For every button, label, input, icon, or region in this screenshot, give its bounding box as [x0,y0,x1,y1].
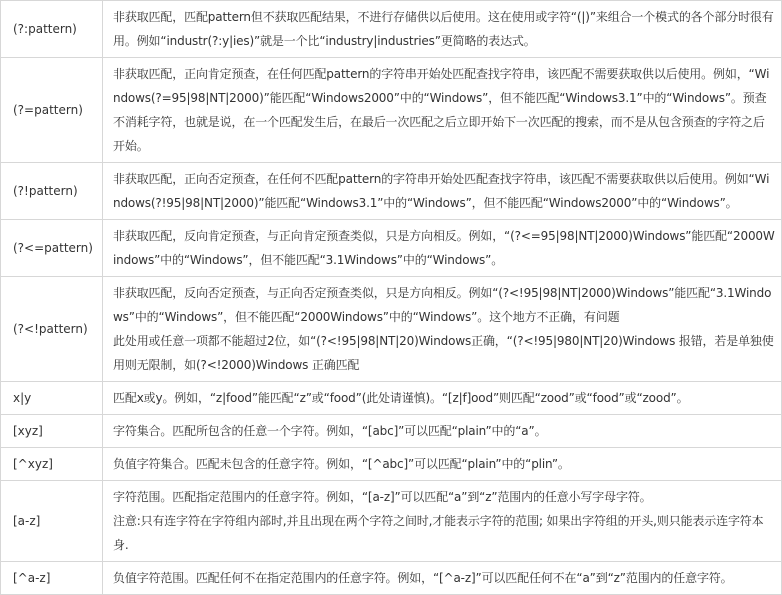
table-row [1,562,782,595]
description-note: 注意:只有连字符在字符组内部时,并且出现在两个字符之间时,才能表示字符的范围; 如果出字符组的开头,则只能表示连字符本身. [113,514,764,552]
pattern-cell: x|y [1,382,103,415]
table-row [1,277,782,382]
description-cell [103,562,782,595]
description-cell [103,220,782,277]
pattern-cell: (?<=pattern) [1,220,103,277]
description-cell [103,448,782,481]
table-row [1,58,782,163]
pattern-cell: [^xyz] [1,448,103,481]
description-cell [103,382,782,415]
pattern-cell: (?=pattern) [1,58,103,163]
description-text: 非获取匹配，反向否定预查，与正向否定预查类似，只是方向相反。例如“(?<!95|98|NT|2000)Windows”能匹配“3.1Windows”中的“Windows”，但不能匹配“2000Windows”中的“Windows”。这个地方不正确，有问题 [113,286,772,324]
description-cell [103,481,782,562]
description-cell [103,163,782,220]
table-row [1,415,782,448]
description-cell [103,277,782,382]
description-text: 字符范围。匹配指定范围内的任意字符。例如，“[a-z]”可以匹配“a”到“z”范围内的任意小写字母字符。 [113,490,652,504]
table-row [1,382,782,415]
pattern-cell: [a-z] [1,481,103,562]
pattern-cell: [^a-z] [1,562,103,595]
description-text: 负值字符集合。匹配未包含的任意字符。例如，“[^abc]”可以匹配“plain”中的“plin”。 [113,457,570,471]
description-text: 字符集合。匹配所包含的任意一个字符。例如，“[abc]”可以匹配“plain”中的“a”。 [113,424,547,438]
description-text: 非获取匹配，匹配pattern但不获取匹配结果，不进行存储供以后使用。这在使用或字符“(|)”来组合一个模式的各个部分时很有用。例如“industr(?:y|ies)”就是一个比“industry|industries”更简略的表达式。 [113,10,774,48]
table-row [1,448,782,481]
pattern-cell: (?<!pattern) [1,277,103,382]
description-cell [103,415,782,448]
table-row [1,163,782,220]
pattern-cell: [xyz] [1,415,103,448]
description-cell [103,1,782,58]
description-text: 负值字符范围。匹配任何不在指定范围内的任意字符。例如，“[^a-z]”可以匹配任何不在“a”到“z”范围内的任意字符。 [113,571,733,585]
description-cell [103,58,782,163]
description-text: 匹配x或y。例如，“z|food”能匹配“z”或“food”(此处请谨慎)。“[z|f]ood”则匹配“zood”或“food”或“zood”。 [113,391,689,405]
pattern-cell: (?:pattern) [1,1,103,58]
description-note: 此处用或任意一项都不能超过2位，如“(?<!95|98|NT|20)Windows正确，“(?<!95|980|NT|20)Windows 报错，若是单独使用则无限制，如(?<!2000)Windows 正确匹配 [113,334,774,372]
description-text: 非获取匹配，正向肯定预查，在任何匹配pattern的字符串开始处匹配查找字符串，该匹配不需要获取供以后使用。例如，“Windows(?=95|98|NT|2000)”能匹配“Windows2000”中的“Windows”，但不能匹配“Windows3.1”中的“Windows”。预查不消耗字符，也就是说，在一个匹配发生后，在最后一次匹配之后立即开始下一次匹配的搜索，而不是从包含预查的字符之后开始。 [113,67,770,153]
description-text: 非获取匹配，反向肯定预查，与正向肯定预查类似，只是方向相反。例如，“(?<=95|98|NT|2000)Windows”能匹配“2000Windows”中的“Windows”，但不能匹配“3.1Windows”中的“Windows”。 [113,229,775,267]
table-row [1,220,782,277]
table-row [1,1,782,58]
description-text: 非获取匹配，正向否定预查，在任何不匹配pattern的字符串开始处匹配查找字符串，该匹配不需要获取供以后使用。例如“Windows(?!95|98|NT|2000)”能匹配“Windows3.1”中的“Windows”，但不能匹配“Windows2000”中的“Windows”。 [113,172,770,210]
table-row [1,481,782,562]
pattern-cell: (?!pattern) [1,163,103,220]
